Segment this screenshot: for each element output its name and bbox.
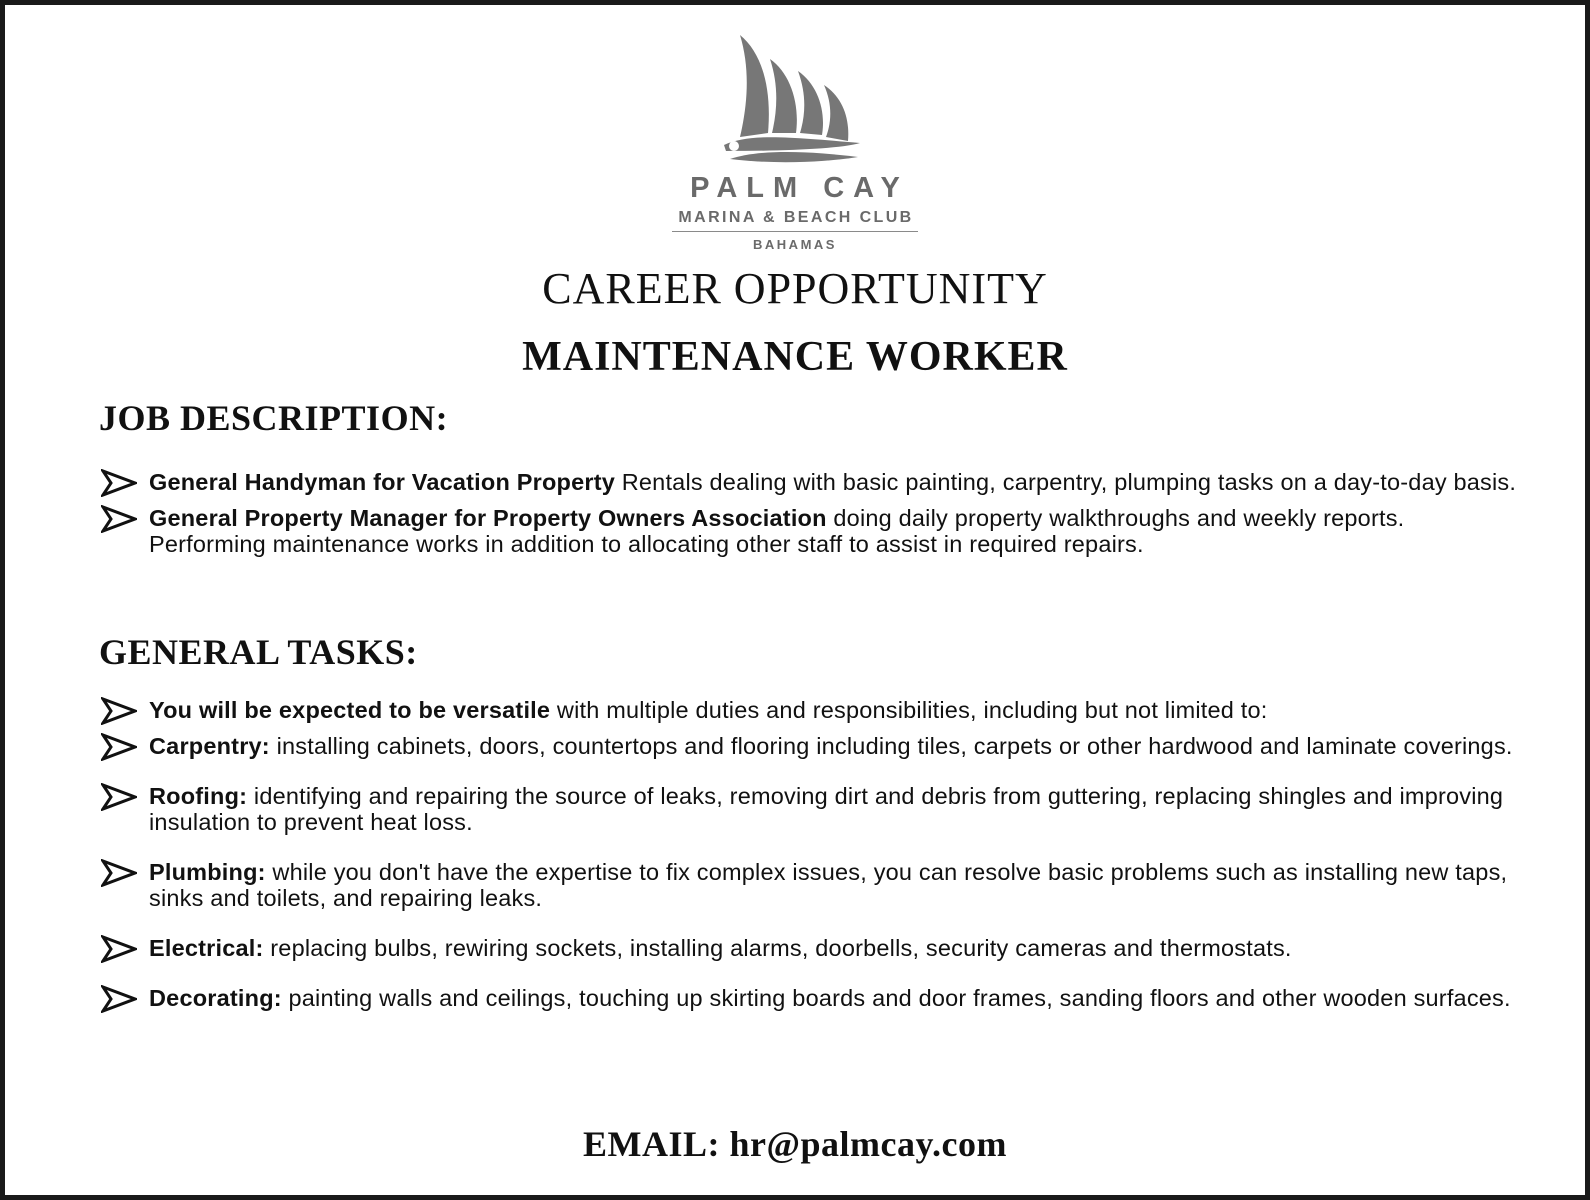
list-item [101, 505, 1521, 557]
job-description-list [101, 469, 1521, 557]
palm-cay-logo [5, 33, 1585, 252]
item-bold: General Property Manager for Property Owners Association [149, 505, 827, 531]
item-text: replacing bulbs, rewiring sockets, installing alarms, doorbells, security cameras and thermostats. [263, 935, 1292, 961]
general-tasks-heading: GENERAL TASKS: [99, 632, 418, 672]
arrow-bullet-icon [101, 859, 137, 887]
list-item [101, 733, 1521, 759]
list-item [101, 783, 1521, 835]
item-text: Rentals dealing with basic painting, carpentry, plumping tasks on a day-to-day basis. [615, 469, 1517, 495]
arrow-bullet-icon [101, 935, 137, 963]
contact-email: EMAIL: hr@palmcay.com [583, 1124, 1007, 1164]
item-bold: Roofing: [149, 783, 248, 809]
general-tasks-list [101, 697, 1521, 1011]
item-text: while you don't have the expertise to fix complex issues, you can resolve basic problems such as installing new taps, sinks and toilets, and repairing leaks. [149, 859, 1508, 911]
arrow-bullet-icon [101, 697, 137, 725]
item-bold: Electrical: [149, 935, 264, 961]
arrow-bullet-icon [101, 505, 137, 533]
item-bold: Carpentry: [149, 733, 270, 759]
item-bold: Plumbing: [149, 859, 266, 885]
arrow-bullet-icon [101, 783, 137, 811]
list-item [101, 697, 1521, 723]
list-item [101, 935, 1521, 961]
item-text: installing cabinets, doors, countertops and flooring including tiles, carpets or other hardwood and laminate coverings. [269, 733, 1513, 759]
item-bold: General Handyman for Vacation Property [149, 469, 615, 495]
item-text: with multiple duties and responsibilities, including but not limited to: [550, 697, 1268, 723]
list-item [101, 859, 1521, 911]
logo-name: PALM CAY [690, 172, 909, 204]
item-text: painting walls and ceilings, touching up skirting boards and door frames, sanding floors and other wooden surfaces. [281, 985, 1511, 1011]
item-text: identifying and repairing the source of leaks, removing dirt and debris from guttering, replacing shingles and improving insulation to prevent heat loss. [149, 783, 1504, 835]
arrow-bullet-icon [101, 985, 137, 1013]
item-bold: Decorating: [149, 985, 282, 1011]
list-item [101, 469, 1521, 495]
logo-location: BAHAMAS [753, 237, 837, 252]
position-title: MAINTENANCE WORKER [522, 334, 1068, 380]
item-bold: You will be expected to be versatile [149, 697, 551, 723]
arrow-bullet-icon [101, 469, 137, 497]
page-heading: CAREER OPPORTUNITY [542, 264, 1048, 313]
logo-subtitle: MARINA & BEACH CLUB [672, 207, 917, 232]
list-item [101, 985, 1521, 1011]
arrow-bullet-icon [101, 733, 137, 761]
sailboat-icon [720, 33, 870, 168]
item-text: doing daily property walkthroughs and weekly reports. Performing maintenance works in addition to allocating other staff to assist in required repairs. [149, 505, 1405, 557]
job-description-heading: JOB DESCRIPTION: [99, 398, 449, 438]
